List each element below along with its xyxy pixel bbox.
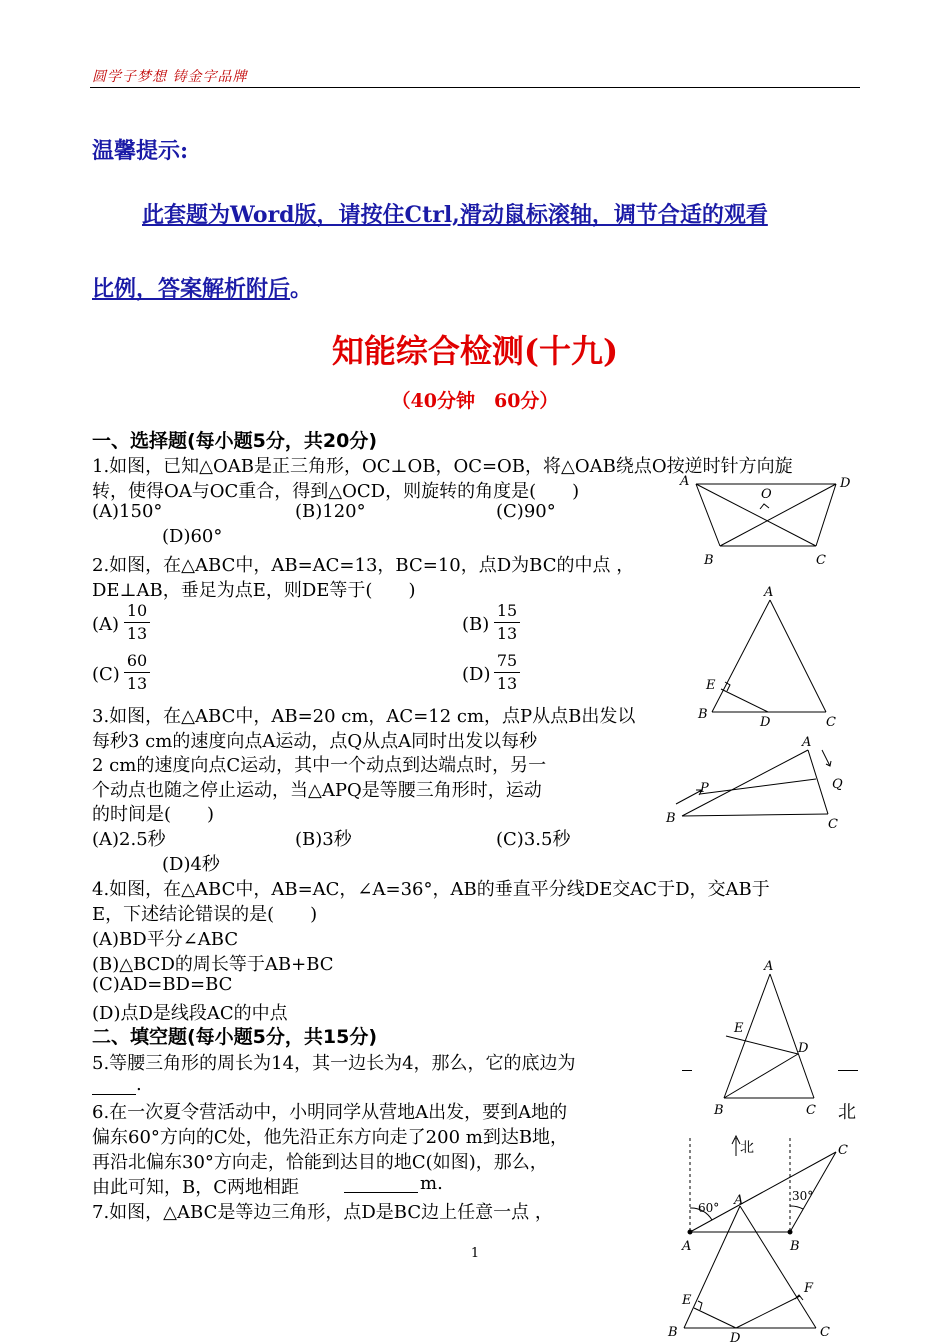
q4-option-d: (D)点D是线段AC的中点 — [92, 1003, 288, 1024]
fig5-label-c: C — [838, 1143, 848, 1158]
q2-c-numerator: 60 — [124, 650, 150, 673]
q3-line-5: 的时间是( ) — [92, 804, 215, 825]
fig3-label-a: A — [802, 735, 812, 750]
q3-line-2: 每秒3 cm的速度向点A运动，点Q从点A同时出发以每秒 — [92, 731, 538, 752]
fig5-label-a-top: A — [734, 1193, 744, 1208]
q2-option-b-fraction — [494, 600, 520, 645]
q7-line-1: 7.如图，△ABC是等边三角形，点D是BC边上任意一点 ， — [92, 1202, 553, 1223]
fig4-label-c: C — [806, 1103, 816, 1118]
figure-2-triangle-de — [694, 584, 844, 734]
q6-answer-blank — [344, 1192, 418, 1193]
q6-line-4-end: m. — [420, 1173, 443, 1194]
q2-option-b-label: (B) — [462, 614, 490, 635]
q6-line-1-end: 北 — [838, 1102, 856, 1123]
q3-option-a: (A)2.5秒 — [92, 829, 166, 850]
fig1-label-a: A — [680, 474, 690, 489]
fig3-label-c: C — [828, 817, 838, 832]
figure-3-moving-points — [662, 734, 862, 834]
fig5-label-a: A — [682, 1239, 692, 1254]
fig2-label-d: D — [760, 715, 771, 730]
fig3-label-p: P — [700, 781, 709, 796]
q6-line-1: 6.在一次夏令营活动中，小明同学从营地A出发，要到A地的 — [92, 1102, 568, 1123]
fig4-label-e: E — [734, 1021, 744, 1036]
tip-line-2 — [92, 272, 312, 303]
fig1-label-o: O — [761, 487, 772, 502]
fig4-label-d: D — [798, 1041, 809, 1056]
q1-option-a: (A)150° — [92, 501, 163, 522]
fig5-label-north: 北 — [740, 1140, 754, 1156]
fig6-label-d: D — [730, 1331, 741, 1344]
tip-line-2-text: 比例，答案解析附后 — [92, 276, 291, 302]
q1-line-1: 1.如图，已知△OAB是正三角形，OC⊥OB，OC=OB，将△OAB绕点O按逆时针方向旋 — [92, 456, 793, 477]
fig1-label-c: C — [816, 553, 826, 568]
fig5-label-30: 30° — [792, 1189, 814, 1203]
q6-line-2: 偏东60°方向的C处，他先沿正东方向走了200 m到达B地， — [92, 1127, 569, 1148]
q3-option-d: (D)4秒 — [162, 854, 220, 875]
q5-line-1: 5.等腰三角形的周长为14，其一边长为4，那么，它的底边为 — [92, 1053, 576, 1074]
figure-4-perpendicular-bisector — [712, 954, 832, 1124]
q2-d-numerator: 75 — [494, 650, 520, 673]
page-number: 1 — [470, 1246, 480, 1261]
q2-c-denominator: 13 — [126, 674, 148, 693]
q3-option-c: (C)3.5秒 — [496, 829, 571, 850]
q5-line-2: . — [136, 1074, 142, 1095]
section-2-heading: 二、填空题(每小题5分，共15分) — [92, 1026, 378, 1048]
tip-line-2-end: 。 — [290, 276, 313, 302]
fig2-label-c: C — [826, 715, 836, 730]
q4-line-2: E，下述结论错误的是( ) — [92, 904, 318, 925]
q2-option-d-label: (D) — [462, 664, 491, 685]
q5-blank-part-1 — [682, 1070, 692, 1071]
fig1-label-d: D — [840, 476, 851, 491]
q1-option-b: (B)120° — [295, 501, 366, 522]
q2-a-numerator: 10 — [124, 600, 150, 623]
fig4-label-b: B — [714, 1103, 724, 1118]
page-title: 知能综合检测(十九) — [331, 332, 619, 370]
fig1-label-b: B — [704, 553, 714, 568]
tip-title: 温馨提示: — [92, 138, 189, 164]
q3-option-b: (B)3秒 — [295, 829, 352, 850]
header-slogan: 圆学子梦想 铸金字品牌 — [92, 69, 248, 85]
header-rule — [90, 87, 860, 88]
q3-line-4: 个动点也随之停止运动，当△APQ是等腰三角形时，运动 — [92, 780, 542, 801]
q5-blank-part-2 — [838, 1070, 858, 1071]
page-subtitle: （40分钟 60分） — [391, 390, 559, 412]
figure-1-rotation — [676, 470, 866, 570]
fig3-label-q: Q — [832, 777, 843, 792]
q4-option-b: (B)△BCD的周长等于AB+BC — [92, 954, 334, 975]
q3-line-3: 2 cm的速度向点C运动，其中一个动点到达端点时，另一 — [92, 755, 547, 776]
fig2-label-b: B — [698, 707, 708, 722]
fig6-label-b: B — [668, 1325, 678, 1340]
q3-line-1: 3.如图，在△ABC中，AB=20 cm，AC=12 cm，点P从点B出发以 — [92, 706, 636, 727]
q2-d-denominator: 13 — [496, 674, 518, 693]
q2-option-d-fraction — [494, 650, 520, 695]
q1-option-c: (C)90° — [496, 501, 556, 522]
q2-a-denominator: 13 — [126, 624, 148, 643]
q2-option-c-label: (C) — [92, 664, 120, 685]
section-1-heading: 一、选择题(每小题5分，共20分) — [92, 430, 378, 452]
fig3-label-b: B — [666, 811, 676, 826]
q5-blank-part-3 — [92, 1094, 136, 1095]
q2-option-a-fraction — [124, 600, 150, 645]
fig2-label-e: E — [706, 678, 716, 693]
q2-b-denominator: 13 — [496, 624, 518, 643]
q4-line-1: 4.如图，在△ABC中，AB=AC，∠A=36°，AB的垂直平分线DE交AC于D，交AB于 — [92, 879, 770, 900]
fig4-label-a: A — [764, 959, 774, 974]
tip-line-1: 此套题为Word版，请按住Ctrl,滑动鼠标滚轴，调节合适的观看 — [142, 202, 768, 228]
figure-6-equilateral — [664, 1200, 854, 1344]
q2-line-1: 2.如图，在△ABC中，AB=AC=13，BC=10，点D为BC的中点 ， — [92, 555, 635, 576]
fig6-label-c: C — [820, 1325, 830, 1340]
q6-line-3: 再沿北偏东30°方向走，恰能到达目的地C(如图)，那么， — [92, 1152, 548, 1173]
q6-line-4: 由此可知，B，C两地相距 — [92, 1177, 299, 1198]
q2-option-a-label: (A) — [92, 614, 120, 635]
fig6-label-f: F — [804, 1281, 814, 1296]
q2-line-2: DE⊥AB，垂足为点E，则DE等于( ) — [92, 580, 416, 601]
fig5-label-b: B — [790, 1239, 800, 1254]
q1-option-d: (D)60° — [162, 526, 223, 547]
fig5-label-60: 60° — [698, 1201, 720, 1215]
q2-b-numerator: 15 — [494, 600, 520, 623]
q4-option-c: (C)AD=BD=BC — [92, 974, 233, 995]
q1-line-2: 转，使得OA与OC重合，得到△OCD，则旋转的角度是( ) — [92, 481, 580, 502]
fig6-label-e: E — [682, 1293, 692, 1308]
q4-option-a: (A)BD平分∠ABC — [92, 929, 239, 950]
fig2-label-a: A — [764, 585, 774, 600]
q2-option-c-fraction — [124, 650, 150, 695]
